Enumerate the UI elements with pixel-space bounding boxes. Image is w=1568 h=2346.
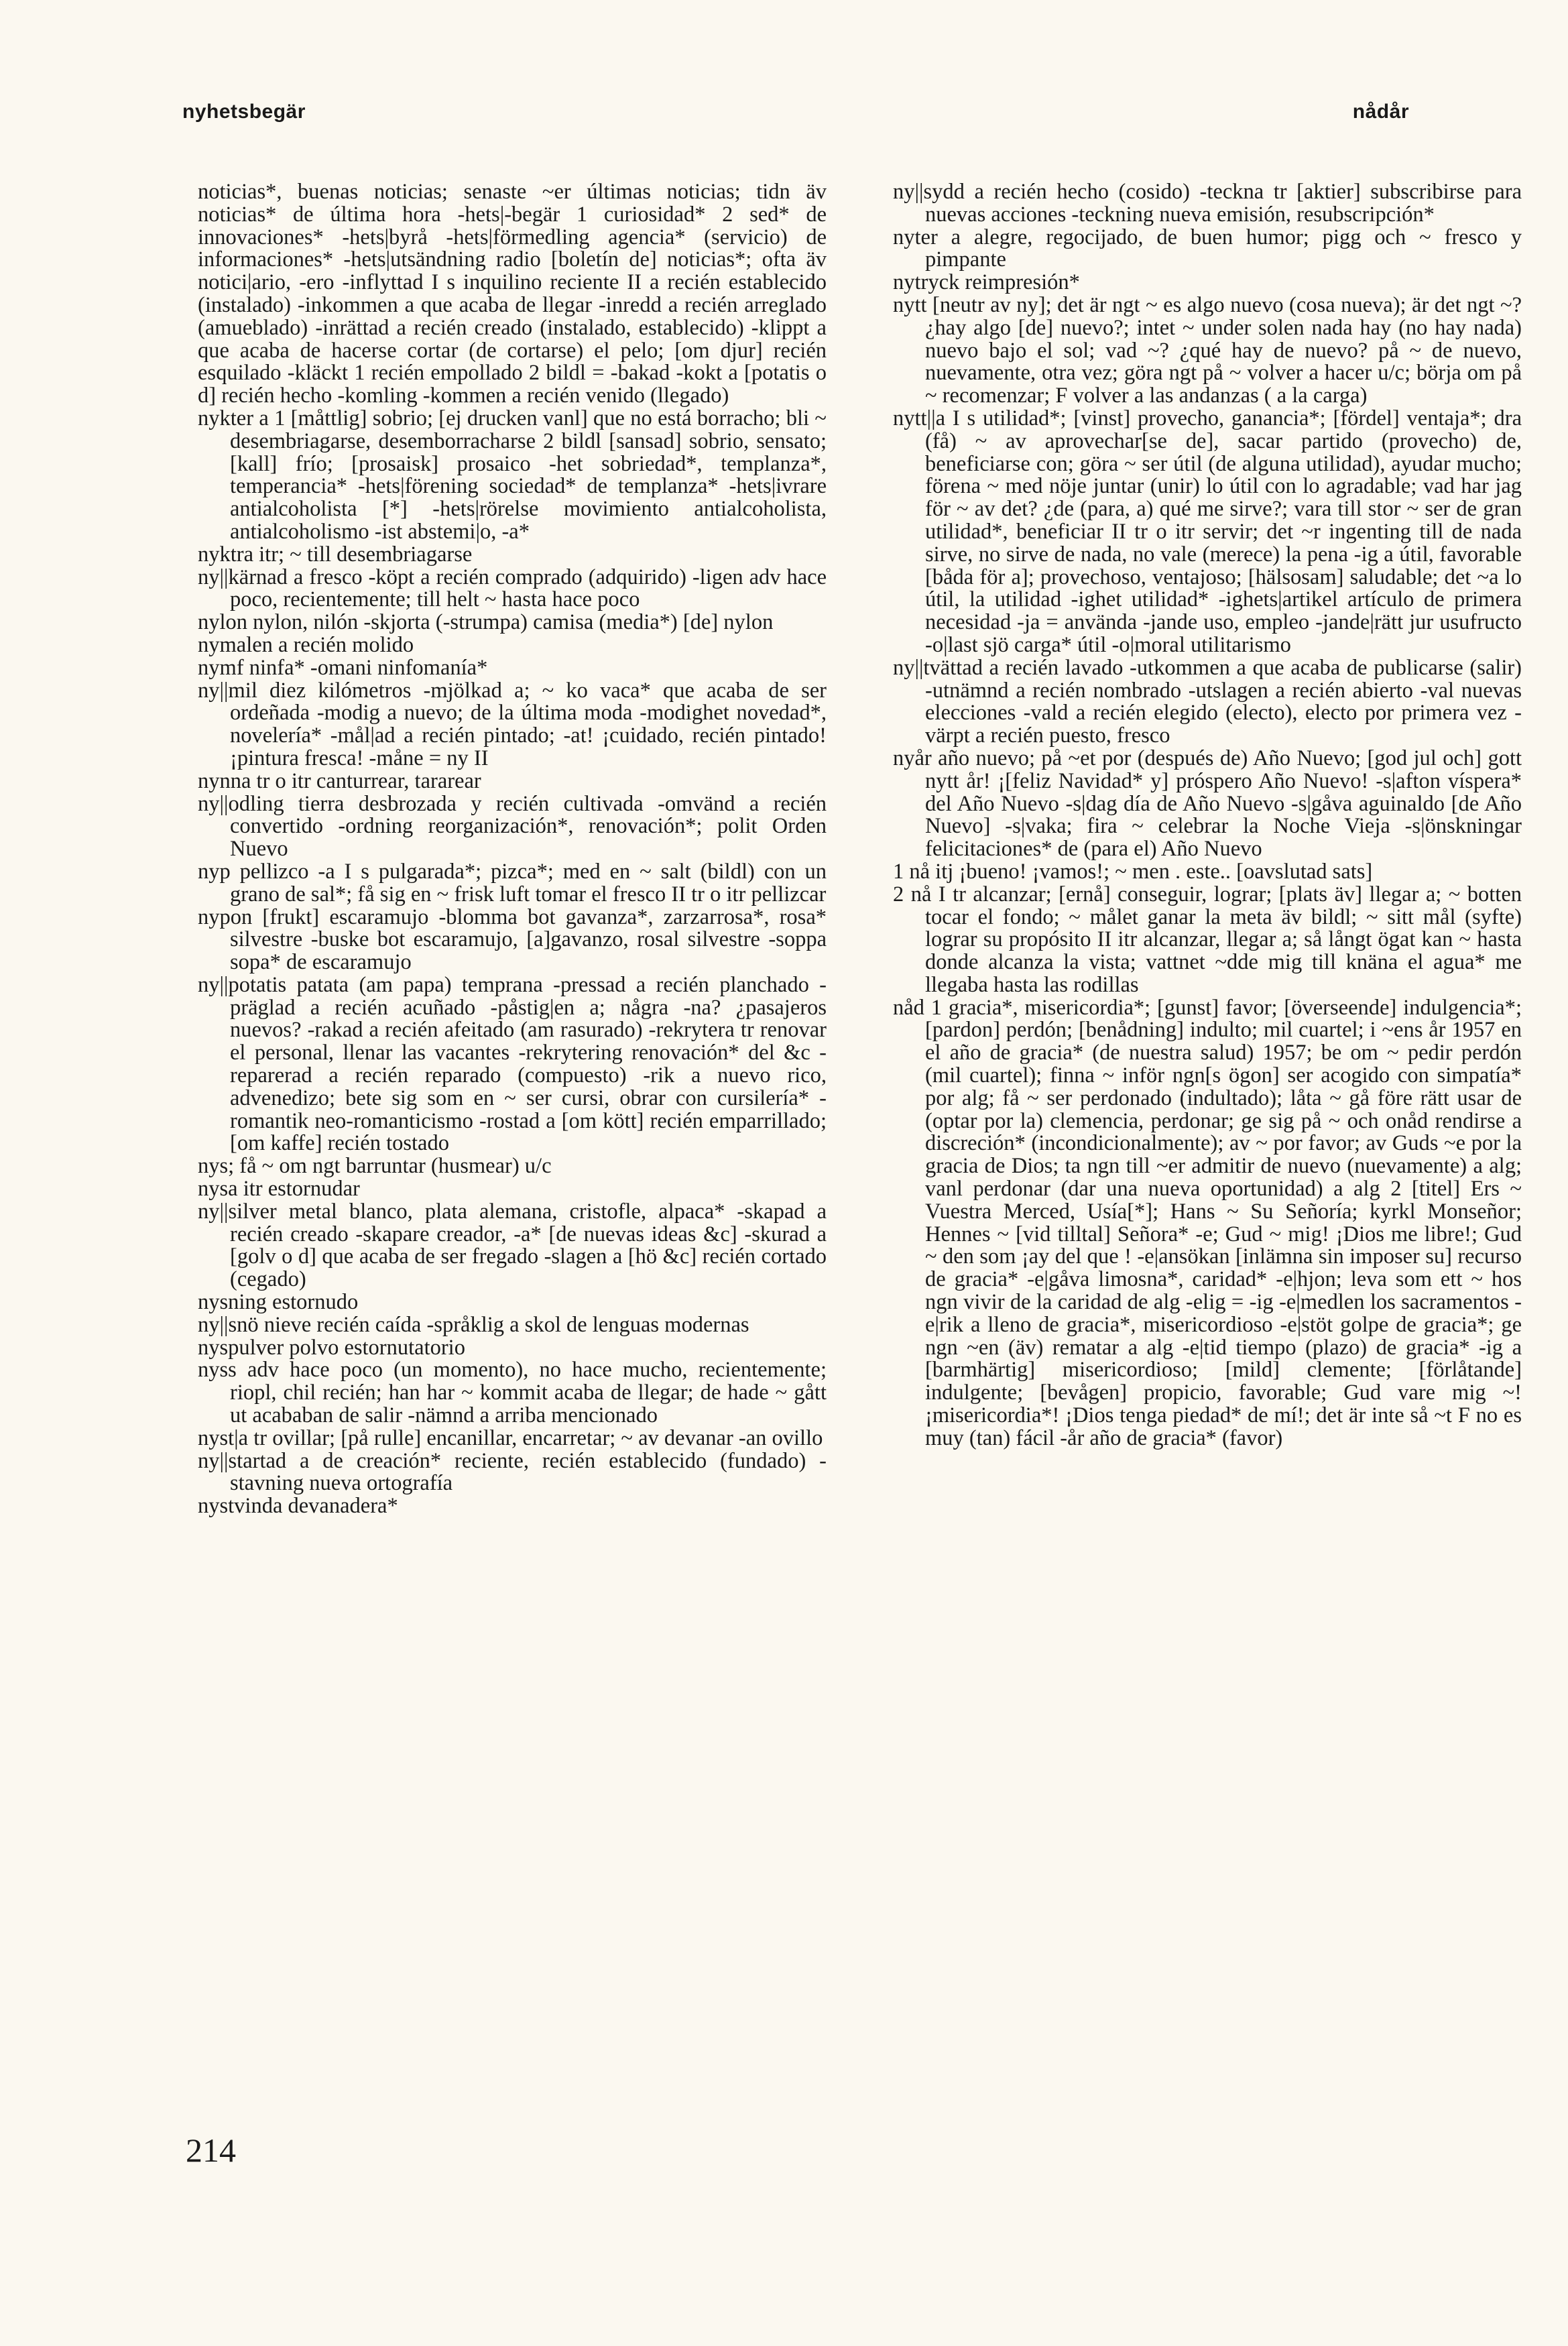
dictionary-entry: nyst|a tr ovillar; [på rulle] encanillar, encarretar; ~ av devanar -an ovillo	[198, 1425, 823, 1450]
dictionary-entry: nykter a 1 [måttlig] sobrio; [ej drucken vanl] que no está borracho; bli ~ desembriagarse, desemborracharse 2 bildl [sansad] sobrio, sensato; [kall] frío; [prosaisk] prosaico -het sobriedad*, templanza*, temperancia* -hets|förening sociedad* de templanza* -hets|ivrare antialcoholista [*] -hets|rörelse movimiento antialcoholista, antialcoholismo -ist abstemi|o, -a*	[198, 406, 827, 544]
dictionary-entry: nyspulver polvo estornutatorio	[198, 1335, 465, 1360]
dictionary-entry: nysa itr estornudar	[198, 1177, 360, 1201]
dictionary-entry: nytryck reimpresión*	[893, 270, 1080, 295]
dictionary-entry: nyss adv hace poco (un momento), no hace mucho, recientemente; riopl, chil recién; han har ~ kommit acaba de llegar; de hade ~ gått ut acababan de salir -nämnd a arriba mencionado	[198, 1358, 827, 1428]
dictionary-entry: ny||kärnad a fresco -köpt a recién comprado (adquirido) -ligen adv hace poco, recientemente; till helt ~ hasta hace poco	[198, 565, 827, 612]
left-column	[198, 181, 827, 1518]
dictionary-entry: ny||mil diez kilómetros -mjölkad a; ~ ko vaca* que acaba de ser ordeñada -modig a nuevo; de la última moda -modighet novedad*, novelería* -mål|ad a recién pintado; -at! ¡cuidado, recién pintado! ¡pintura fresca! -måne = ny II	[198, 678, 827, 770]
dictionary-entry: 2 nå I tr alcanzar; [ernå] conseguir, lograr; [plats äv] llegar a; ~ botten tocar el fondo; ~ målet ganar la meta äv bildl; ~ sitt mål (syfte) lograr su propósito II itr alcanzar, llegar a; så långt ögat kan ~ hasta donde alcanza la vista; vattnet ~dde mig till knäna el agua* me llegaba hasta las rodillas	[893, 882, 1522, 997]
dictionary-entry: nyter a alegre, regocijado, de buen humor; pigg och ~ fresco y pimpante	[893, 225, 1522, 272]
dictionary-entry: nylon nylon, nilón -skjorta (-strumpa) camisa (media*) [de] nylon	[198, 610, 774, 635]
dictionary-entry: nysning estornudo	[198, 1290, 359, 1315]
dictionary-entry: nystvinda devanadera*	[198, 1494, 398, 1519]
dictionary-entry: ny||tvättad a recién lavado -utkommen a que acaba de publicarse (salir) -utnämnd a recién nombrado -utslagen a recién abierto -val nuevas elecciones -vald a recién elegido (electo), electo por primera vez -värpt a recién puesto, fresco	[893, 655, 1522, 748]
dictionary-entry: nyktra itr; ~ till desembriagarse	[198, 542, 473, 567]
dictionary-entry: ny||odling tierra desbrozada y recién cultivada -omvänd a recién convertido -ordning reorganización*, renovación*; polit Orden Nuevo	[198, 791, 827, 862]
dictionary-entry: ny||startad a de creación* reciente, recién establecido (fundado) -stavning nueva ortografía	[198, 1448, 827, 1496]
left-guideword: nyhetsbegär	[182, 101, 306, 123]
dictionary-entry: ny||potatis patata (am papa) temprana -pressad a recién planchado -präglad a recién acuñado -påstig|en a; några -na? ¿pasajeros nuevos? -rakad a recién afeitado (am rasurado) -rekrytera tr renovar el personal, llenar las vacantes -rekrytering renovación* del &c -reparerad a recién reparado (compuesto) -rik a nuevo rico, advenedizo; bete sig som en ~ ser cursi, obrar con cursilería* -romantik neo-romanticismo -rostad a [om kött] recién emparrillado; [om kaffe] recién tostado	[198, 972, 827, 1156]
right-column	[893, 181, 1522, 1450]
dictionary-entry: nymf ninfa* -omani ninfomanía*	[198, 655, 488, 680]
page-number: 214	[186, 2131, 236, 2169]
dictionary-entry: ny||snö nieve recién caída -språklig a skol de lenguas modernas	[198, 1312, 749, 1337]
dictionary-entry: nåd 1 gracia*, misericordia*; [gunst] favor; [överseende] indulgencia*; [pardon] perdón; [benådning] indulto; mil cuartel; i ~ens år 1957 en el año de gracia* (de nuestra salud) 1957; be om ~ pedir perdón (mil cuartel); finna ~ inför ngn[s ögon] ser acogido con simpatía* por alg; få ~ ser perdonado (indultado); låta ~ gå före rätt usar de (optar por la) clemencia, perdonar; ge sig på ~ och onåd rendirse a discreción* (incondicionalmente); av ~ por favor; av Guds ~e por la gracia de Dios; ta ngn till ~er admitir de nuevo (nuevamente) a alg; vanl perdonar (dar una nueva oportunidad) a alg 2 [titel] Ers ~ Vuestra Merced, Usía[*]; Hans ~ Su Señoría; kyrkl Monseñor; Hennes ~ [vid tilltal] Señora* -e; Gud ~ mig! ¡Dios me libre!; Gud ~ den som ¡ay del que ! -e|ansökan [inlämna sin imposer su] recurso de gracia* -e|gåva limosna*, caridad* -e|hjon; leva som ett ~ hos ngn vivir de la caridad de alg -elig = -ig -e|medlen los sacramentos -e|rik a lleno de gracia*, misericordioso -e|stöt golpe de gracia*; ge ngn ~en (äv) rematar a alg -e|tid tiempo (plazo) de gracia* -ig a [barmhärtig] misericordioso; [mild] clemente; [förlåtande] indulgente; [bevågen] propicio, favorable; Gud vare mig ~! ¡misericordia*! ¡Dios tenga piedad* de mí!; det är inte så ~t F no es muy (tan) fácil -år año de gracia* (favor)	[893, 995, 1522, 1450]
dictionary-entry: nymalen a recién molido	[198, 632, 414, 657]
dictionary-entry: nys; få ~ om ngt barruntar (husmear) u/c	[198, 1154, 552, 1179]
dictionary-entry: noticias*, buenas noticias; senaste ~er últimas noticias; tidn äv noticias* de última hora -hets|-begär 1 curiosidad* 2 sed* de innovaciones* -hets|byrå -hets|förmedling agencia* (servicio) de informaciones* -hets|utsändning radio [boletín de] noticias*; ofta äv notici|ario, -ero -inflyttad I s inquilino reciente II a recién establecido (instalado) -inkommen a que acaba de llegar -inredd a recién arreglado (amueblado) -inrättad a recién creado (instalado, establecido) -klippt a que acaba de hacerse cortar (de cortarse) el pelo; [om djur] recién esquilado -kläckt 1 recién empollado 2 bildl = -bakad -kokt a [potatis o d] recién hecho -komling -kommen a recién venido (llegado)	[198, 180, 827, 408]
dictionary-entry: nypon [frukt] escaramujo -blomma bot gavanza*, zarzarrosa*, rosa* silvestre -buske bot escaramujo, [a]gavanzo, rosal silvestre -soppa sopa* de escaramujo	[198, 904, 827, 975]
dictionary-entry: nynna tr o itr canturrear, tararear	[198, 768, 481, 793]
right-guideword: nådår	[1352, 101, 1409, 123]
dictionary-entry: nyår año nuevo; på ~et por (después de) Año Nuevo; [god jul och] gott nytt år! ¡[feliz Navidad* y] próspero Año Nuevo! -s|afton víspera* del Año Nuevo -s|dag día de Año Nuevo -s|gåva aguinaldo [de Año Nuevo] -s|vaka; fira ~ celebrar la Noche Vieja -s|önskningar felicitaciones* de (para el) Año Nuevo	[893, 746, 1522, 862]
dictionary-entry: nyp pellizco -a I s pulgarada*; pizca*; med en ~ salt (bildl) con un grano de sal*; få sig en ~ frisk luft tomar el fresco II tr o itr pellizcar	[198, 859, 827, 906]
dictionary-entry: 1 nå itj ¡bueno! ¡vamos!; ~ men . este.. [oavslutad sats]	[893, 859, 1373, 884]
dictionary-entry: ny||silver metal blanco, plata alemana, cristofle, alpaca* -skapad a recién creado -skapare creador, -a* [de nuevas ideas &c] -skurad a [golv o d] que acaba de ser fregado -slagen a [hö &c] recién cortado (cegado)	[198, 1199, 827, 1292]
dictionary-entry: ny||sydd a recién hecho (cosido) -teckna tr [aktier] subscribirse para nuevas acciones -teckning nueva emisión, resubscripción*	[893, 180, 1522, 227]
dictionary-entry: nytt||a I s utilidad*; [vinst] provecho, ganancia*; [fördel] ventaja*; dra (få) ~ av aprovechar[se de], sacar partido (provecho) de, beneficiarse con; göra ~ ser útil (de alguna utilidad), ayudar mucho; förena ~ med nöje juntar (unir) lo útil con lo agradable; vad har jag för ~ av det? ¿de (para, a) qué me sirve?; vara till stor ~ ser de gran utilidad*, beneficiar II tr o itr servir; det ~r ingenting till de nada sirve, no sirve de nada, no vale (merece) la pena -ig a útil, favorable [båda för a]; provechoso, ventajoso; [hälsosam] saludable; det ~a lo útil, la utilidad -ighet utilidad* -ighets|artikel artículo de primera necesidad -ja = använda -jande uso, empleo -jande|rätt jur usufructo -o|last sjö carga* útil -o|moral utilitarismo	[893, 406, 1522, 657]
dictionary-entry: nytt [neutr av ny]; det är ngt ~ es algo nuevo (cosa nueva); är det ngt ~? ¿hay algo [de] nuevo?; intet ~ under solen nada hay (no hay nada) nuevo bajo el sol; vad ~? ¿qué hay de nuevo? på ~ de nuevo, nuevamente, otra vez; göra ngt på ~ volver a hacer u/c; börja om på ~ recomenzar; F volver a las andanzas ( a la carga)	[893, 292, 1522, 408]
